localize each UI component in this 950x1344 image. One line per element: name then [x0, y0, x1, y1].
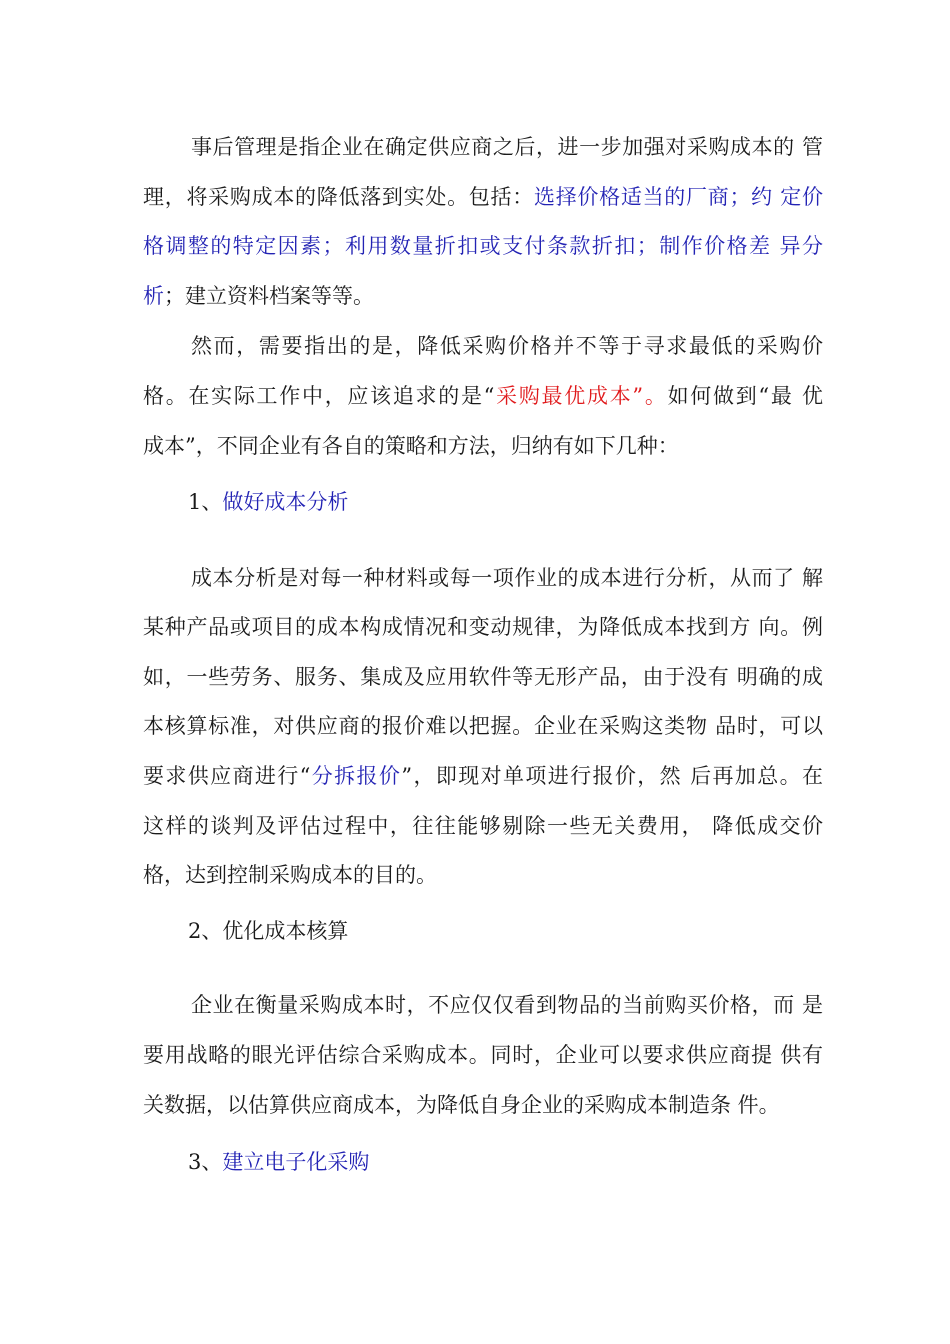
section-heading-2: 2、优化成本核算	[188, 919, 349, 943]
paragraph-1-line-3: 格调整的特定因素；利用数量折扣或支付条款折扣；制作价格差 异分	[143, 234, 823, 258]
paragraph-1-line-4: 析；建立资料档案等等。	[143, 284, 374, 308]
paragraph-1-line-2: 理，将采购成本的降低落到实处。包括：选择价格适当的厂商；约 定价	[143, 185, 823, 209]
section-heading-3: 3、建立电子化采购	[188, 1150, 370, 1174]
paragraph-3-line-6: 这样的谈判及评估过程中，往往能够剔除一些无关费用， 降低成交价	[143, 814, 823, 838]
paragraph-4-line-3: 关数据，以估算供应商成本，为降低自身企业的采购成本制造条 件。	[143, 1093, 780, 1117]
paragraph-3-line-5: 要求供应商进行“分拆报价”，即现对单项进行报价，然 后再加总。在	[143, 764, 823, 788]
paragraph-2-line-2: 格。在实际工作中，应该追求的是“采购最优成本”。如何做到“最 优	[143, 384, 823, 408]
highlight-text: 采购最优成本”。	[494, 384, 668, 408]
highlight-text: 选择价格适当的厂商；约 定价	[533, 185, 823, 209]
paragraph-3-line-4: 本核算标准，对供应商的报价难以把握。企业在采购这类物 品时，可以	[143, 714, 823, 738]
paragraph-2-line-3: 成本”，不同企业有各自的策略和方法，归纳有如下几种：	[143, 434, 679, 458]
paragraph-4-line-2: 要用战略的眼光评估综合采购成本。同时，企业可以要求供应商提 供有	[143, 1043, 823, 1067]
paragraph-1-line-1: 事后管理是指企业在确定供应商之后，进一步加强对采购成本的 管	[191, 135, 823, 159]
paragraph-4-line-1: 企业在衡量采购成本时，不应仅仅看到物品的当前购买价格，而 是	[191, 993, 823, 1017]
paragraph-3-line-7: 格，达到控制采购成本的目的。	[143, 863, 437, 887]
paragraph-3-line-2: 某种产品或项目的成本构成情况和变动规律，为降低成本找到方 向。例	[143, 615, 823, 639]
paragraph-3-line-3: 如，一些劳务、服务、集成及应用软件等无形产品，由于没有 明确的成	[143, 665, 823, 689]
highlight-text: 分拆报价	[310, 764, 402, 788]
paragraph-2-line-1: 然而，需要指出的是，降低采购价格并不等于寻求最低的采购价	[191, 334, 823, 358]
section-heading-1: 1、做好成本分析	[188, 490, 349, 514]
paragraph-3-line-1: 成本分析是对每一种材料或每一项作业的成本进行分析，从而了 解	[191, 566, 823, 590]
